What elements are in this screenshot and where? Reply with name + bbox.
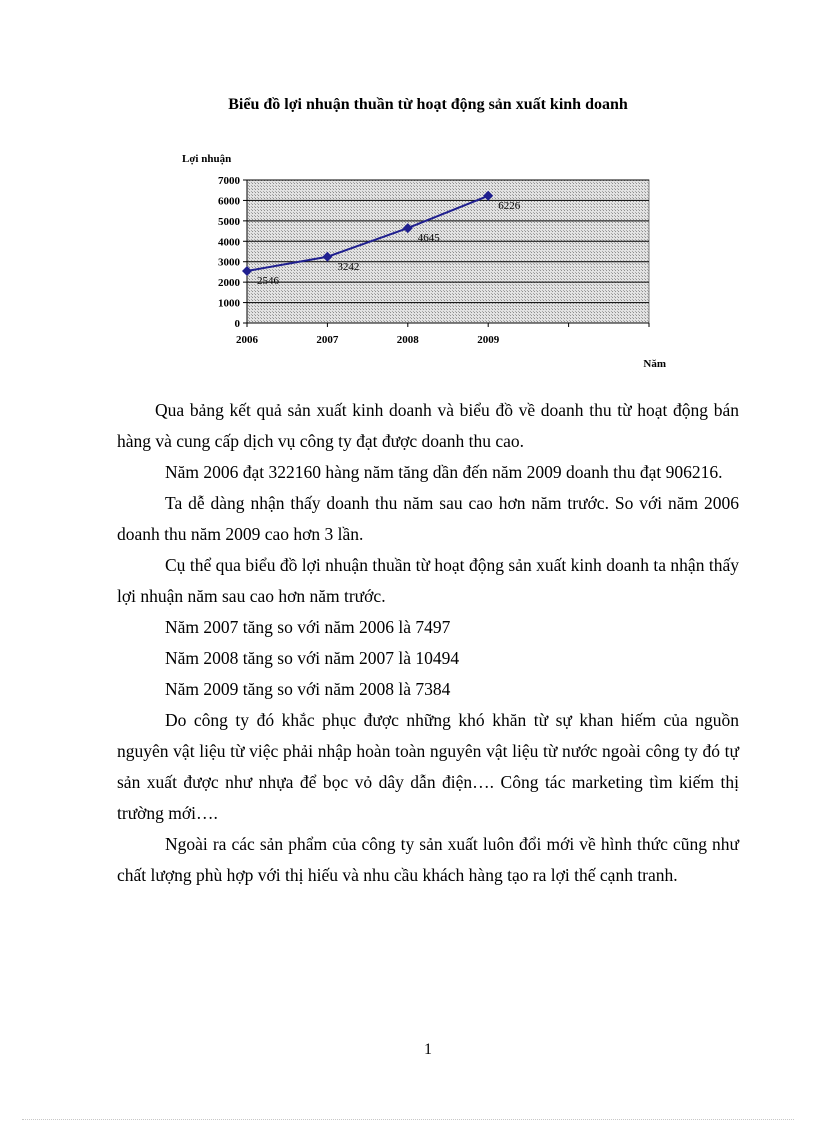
y-axis-title: Lợi nhuận	[182, 153, 232, 165]
x-tick-label: 2006	[236, 334, 258, 346]
body-text	[117, 395, 739, 891]
paragraph-2: Năm 2006 đạt 322160 hàng năm tăng dần đến năm 2009 doanh thu đạt 906216.	[165, 462, 723, 482]
y-tick-label: 2000	[218, 277, 240, 290]
profit-line-chart	[180, 150, 680, 375]
chart-title: Biểu đồ lợi nhuận thuần từ hoạt động sản xuất kinh doanh	[228, 96, 628, 113]
paragraph-1: Qua bảng kết quả sản xuất kinh doanh và biểu đồ về doanh thu từ hoạt động bán hàng và cung cấp dịch vụ công ty đạt được doanh thu cao.	[117, 400, 739, 451]
x-tick-label: 2007	[316, 334, 339, 346]
paragraph-5: Năm 2007 tăng so với năm 2006 là 7497	[165, 617, 451, 637]
y-tick-label: 5000	[218, 215, 240, 228]
x-axis-title: Năm	[643, 358, 666, 370]
paragraph-4: Cụ thể qua biểu đồ lợi nhuận thuần từ hoạt động sản xuất kinh doanh ta nhận thấy lợi nhuận năm sau cao hơn năm trước.	[117, 555, 739, 606]
data-label: 3242	[337, 260, 360, 273]
y-tick-label: 6000	[218, 195, 240, 208]
data-label: 2546	[257, 274, 279, 287]
x-tick-label: 2009	[477, 334, 500, 346]
y-tick-label: 7000	[218, 175, 240, 187]
data-label: 4645	[417, 232, 440, 245]
x-tick-label: 2008	[396, 334, 419, 346]
y-tick-label: 0	[234, 318, 240, 330]
data-label: 6226	[498, 199, 521, 212]
paragraph-6: Năm 2008 tăng so với năm 2007 là 10494	[165, 648, 460, 668]
plot-area	[247, 180, 649, 323]
y-tick-label: 1000	[218, 297, 240, 310]
page-edge-divider	[22, 1119, 794, 1120]
paragraph-9: Ngoài ra các sản phẩm của công ty sản xuất luôn đổi mới về hình thức cũng như chất lượng phù hợp với thị hiếu và nhu cầu khách hàng tạo ra lợi thế cạnh tranh.	[117, 834, 739, 885]
paragraph-8: Do công ty đó khắc phục được những khó khăn từ sự khan hiếm của nguồn nguyên vật liệu từ việc phải nhập hoàn toàn nguyên vật liệu từ nước ngoài công ty đó tự sản xuất được như nhựa để bọc vỏ dây dẫn điện…. Công tác marketing tìm kiếm thị trường mới….	[117, 710, 739, 823]
y-tick-label: 3000	[218, 256, 240, 269]
page-number: 1	[424, 1041, 432, 1058]
y-tick-label: 4000	[218, 236, 240, 249]
paragraph-7: Năm 2009 tăng so với năm 2008 là 7384	[165, 679, 451, 699]
paragraph-3: Ta dễ dàng nhận thấy doanh thu năm sau cao hơn năm trước. So với năm 2006 doanh thu năm 2009 cao hơn 3 lần.	[117, 493, 739, 544]
